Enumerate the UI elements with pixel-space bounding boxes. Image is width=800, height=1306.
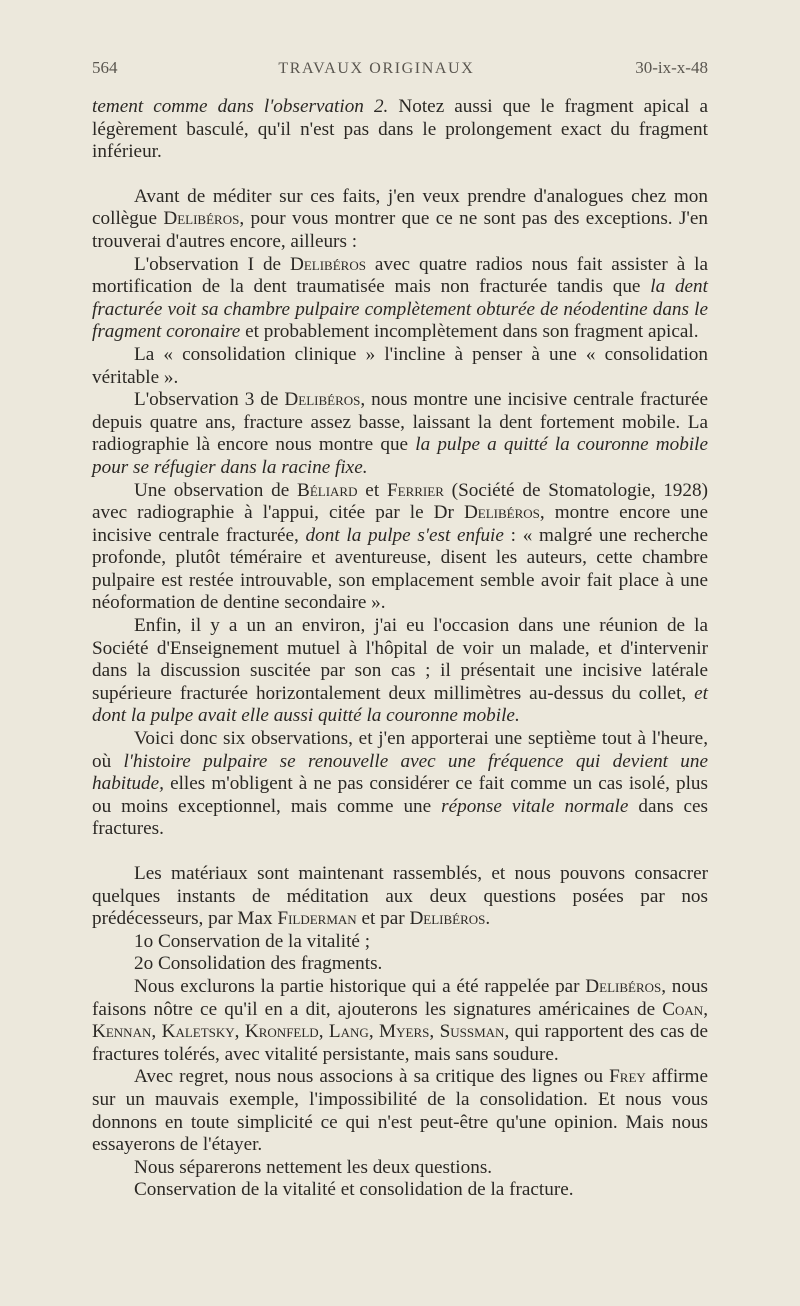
author-name: Delibéros xyxy=(585,975,662,997)
text-run: L'observation I de xyxy=(134,253,290,275)
paragraph xyxy=(92,344,708,389)
text-run: , montre encore une incisive centrale fracturée, xyxy=(92,502,708,546)
author-name: Ferrier xyxy=(386,479,444,501)
running-title: TRAVAUX ORIGINAUX xyxy=(278,60,475,77)
text-run: Nous séparerons nettement les deux questions. xyxy=(134,1156,493,1178)
text-run: , nous montre une incisive centrale fracturée depuis quatre ans, fracture assez basse, laissant la dent fortement mobile. La radiographie là encore nous montre que xyxy=(92,389,709,456)
paragraph xyxy=(92,953,708,976)
paragraph xyxy=(92,389,708,479)
text-run: elles m'obligent à ne pas considérer ce fait comme un cas isolé, plus ou moins exceptionnel, mais comme une xyxy=(92,773,708,817)
text-run: L'observation 3 de xyxy=(134,389,285,411)
text-run: 1o Conservation de la vitalité ; xyxy=(134,930,371,952)
paragraph xyxy=(92,1157,708,1180)
text-run: , nous faisons nôtre ce qu'il en a dit, ajouterons les signatures américaines de xyxy=(92,975,708,1020)
paragraph xyxy=(92,728,708,841)
text-run: Notez aussi que le fragment apical a légèrement basculé, qu'il n'est pas dans le prolongement exact du fragment inférieur. xyxy=(92,96,708,163)
text-run: 2o Consolidation des fragments. xyxy=(134,953,383,975)
paragraph xyxy=(92,96,708,164)
author-name: Delibéros xyxy=(284,389,361,411)
text-run: Nous exclurons la partie historique qui a été rappelée par xyxy=(134,975,586,997)
emphasis-text: dont la pulpe s'est enfuie xyxy=(305,524,504,546)
paragraph xyxy=(92,1066,708,1156)
issue-label: 30-ix-x-48 xyxy=(635,58,708,77)
text-run: : « malgré une recherche profonde, plutôt téméraire et aventureuse, disent les auteurs, cette chambre pulpaire est restée introuvable, son emplacement semble avoir fait place à une néoformation de dentine secondaire ». xyxy=(92,524,709,614)
text-run: Une observation de xyxy=(134,479,298,501)
article-body xyxy=(92,96,708,1202)
text-run: Avec regret, nous nous associons à sa critique des lignes ou xyxy=(134,1066,610,1088)
text-run: , qui rapportent des cas de fractures tolérés, avec vitalité persistante, mais sans soudure. xyxy=(92,1021,708,1065)
paragraph xyxy=(92,863,708,931)
text-run: Conservation de la vitalité et consolidation de la fracture. xyxy=(134,1179,574,1201)
emphasis-text: la dent fracturée voit sa chambre pulpaire complètement obturée de néodentine dans le fragment coronaire xyxy=(92,276,708,343)
paragraph xyxy=(92,615,708,728)
text-run: Avant de méditer sur ces faits, j'en veux prendre d'analogues chez mon collègue xyxy=(92,185,708,230)
text-run: avec quatre radios nous fait assister à la mortification de la dent traumatisée mais non fracturée tandis que xyxy=(92,253,709,298)
running-header xyxy=(92,58,708,78)
emphasis-text: l'histoire pulpaire se renouvelle avec une fréquence qui devient une habitude, xyxy=(92,750,708,795)
text-run: et probablement incomplètement dans son fragment apical. xyxy=(240,321,699,343)
text-run: Voici donc six observations, et j'en apporterai une septième tout à l'heure, où xyxy=(92,728,708,772)
paragraph xyxy=(92,186,708,254)
text-run: La « consolidation clinique » l'incline à penser à une « consolidation véritable ». xyxy=(92,343,708,388)
author-name: Delibéros xyxy=(409,908,486,930)
author-name: Delibéros xyxy=(289,253,366,275)
paragraph xyxy=(92,931,708,954)
text-run: affirme sur un mauvais exemple, l'impossibilité de la consolidation. Et nous vous donnons en toute simplicité ce qui n'est peut-être qu'une opinion. Mais nous essayerons de l'étayer. xyxy=(92,1066,708,1156)
author-name: Béliard xyxy=(297,479,358,501)
emphasis-text: réponse vitale normale xyxy=(441,795,629,817)
text-run: , pour vous montrer que ce ne sont pas des exceptions. J'en trouverai d'autres encore, ailleurs : xyxy=(92,208,708,252)
author-name: Filderman xyxy=(277,908,357,930)
author-name: Coan, Kennan, Kaletsky, Kronfeld, Lang, Myers, Sussman xyxy=(92,998,708,1043)
emphasis-text: tement comme dans l'observation 2. xyxy=(92,96,389,117)
emphasis-text: et dont la pulpe avait elle aussi quitté la couronne mobile. xyxy=(92,682,708,727)
paragraph xyxy=(92,1179,708,1202)
paragraph xyxy=(92,254,708,344)
text-run: (Société de Stomatologie, 1928) avec radiographie à l'appui, citée par le Dr xyxy=(92,479,708,524)
text-run: dans ces fractures. xyxy=(92,795,709,840)
text-run: . xyxy=(485,908,491,930)
author-name: Delibéros xyxy=(163,208,240,230)
text-run: et xyxy=(357,479,387,501)
paragraph xyxy=(92,976,708,1066)
emphasis-text: la pulpe a quitté la couronne mobile pour se réfugier dans la racine fixe. xyxy=(92,434,709,478)
text-run: Les matériaux sont maintenant rassemblés, et nous pouvons consacrer quelques instants de méditation aux deux questions posées par nos prédécesseurs, par Max xyxy=(92,863,708,930)
author-name: Frey xyxy=(609,1066,646,1088)
text-run: Enfin, il y a un an environ, j'ai eu l'occasion dans une réunion de la Société d'Enseignement mutuel à l'hôpital de voir un malade, et d'intervenir dans la discussion suscitée par son cas ; il présentait une incisive latérale supérieure fracturée horizontalement deux millimètres au-dessus du collet, xyxy=(92,615,708,704)
paragraph xyxy=(92,480,708,616)
text-run: et par xyxy=(356,908,410,930)
author-name: Delibéros xyxy=(463,502,540,524)
page-number: 564 xyxy=(92,58,118,77)
